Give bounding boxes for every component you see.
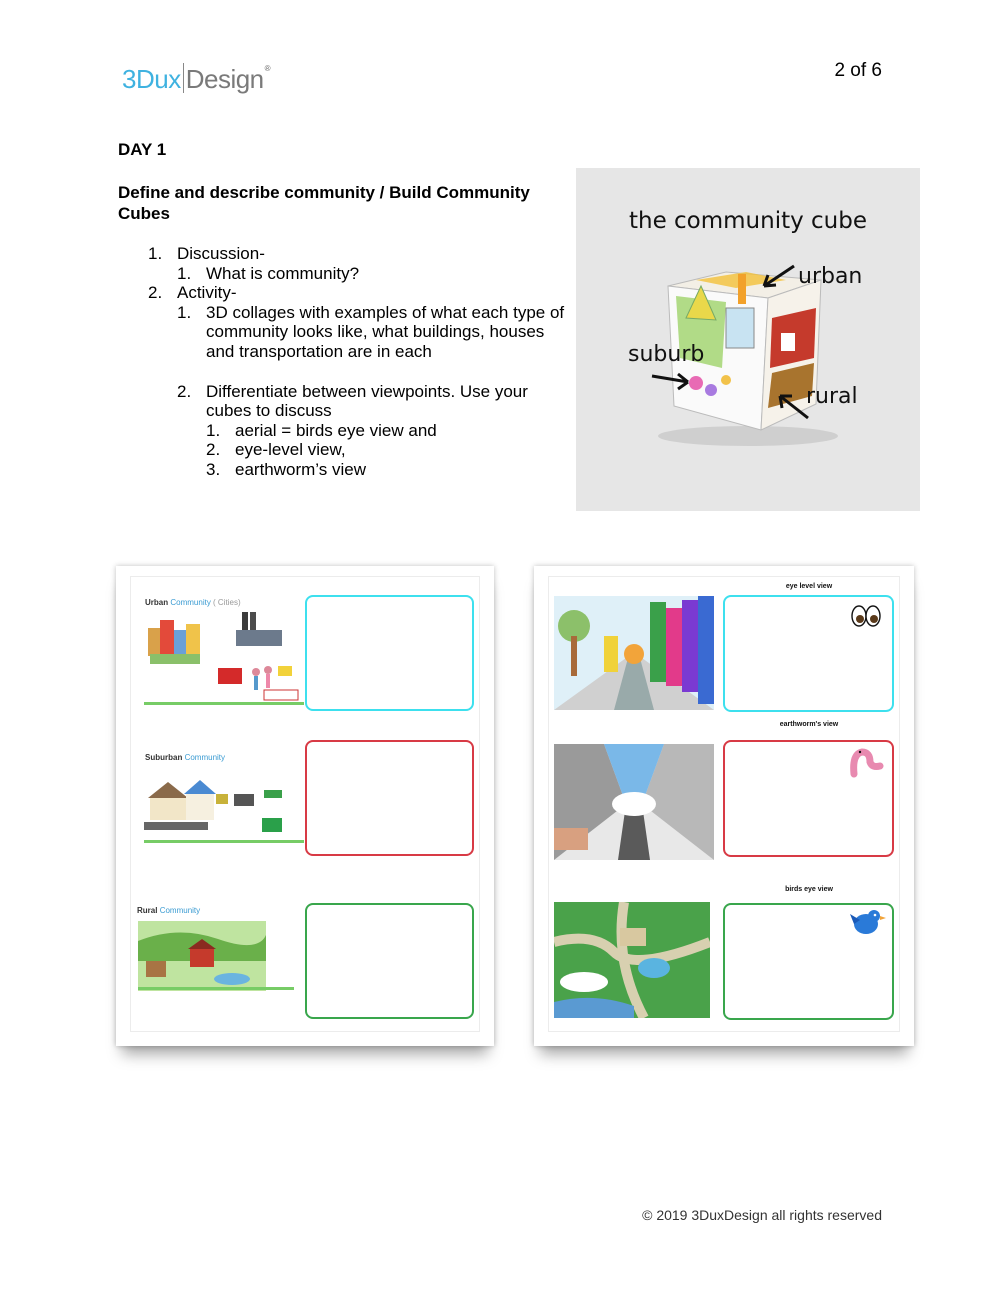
- list-item: 1. 3D collages with examples of what each type of community looks like, what buildings, houses and transportation are in each: [177, 302, 565, 361]
- worksheet-viewpoints: [534, 566, 914, 1046]
- suburban-title: Suburban Community: [145, 753, 226, 762]
- urban-title: Urban Community ( Cities): [145, 598, 241, 607]
- list-item: 2. Activity-: [148, 283, 237, 303]
- logo-part-1: 3Dux: [122, 64, 181, 94]
- rural-title: Rural Community: [137, 906, 201, 915]
- eye-level-drawing: [554, 596, 714, 710]
- suburban-drawing-box[interactable]: [305, 740, 474, 856]
- list-item: 3. earthworm’s view: [206, 459, 367, 479]
- list-item: 2. Differentiate between viewpoints. Use your cubes to discuss: [177, 381, 528, 421]
- logo-registered-mark: ®: [264, 64, 271, 73]
- cube-title: the community cube: [628, 208, 868, 234]
- cube-illustration: [576, 168, 920, 511]
- rural-collage-thumb: [138, 921, 294, 997]
- birds-eye-label: birds eye view: [785, 886, 833, 893]
- earthworm-label: earthworm's view: [779, 721, 839, 728]
- page-number: 2 of 6: [834, 60, 882, 81]
- rural-drawing-box[interactable]: [305, 903, 474, 1019]
- earthworm-icon: [848, 746, 884, 780]
- community-cube-photo: [576, 168, 920, 511]
- list-item: 1. aerial = birds eye view and: [206, 420, 437, 440]
- logo-part-2: Design: [185, 64, 264, 94]
- list-item: 1. Discussion-: [148, 244, 265, 263]
- copyright-footer: © 2019 3DuxDesign all rights reserved: [642, 1207, 882, 1223]
- cube-label-rural: rural: [806, 384, 858, 409]
- lesson-outline: [148, 244, 568, 480]
- earthworm-drawing: [554, 744, 714, 860]
- logo-divider: [183, 63, 184, 93]
- eye-level-label: eye level view: [785, 583, 833, 590]
- urban-drawing-box[interactable]: [305, 595, 474, 711]
- brand-logo: [122, 64, 270, 95]
- list-item: 1. What is community?: [177, 263, 360, 283]
- bluebird-icon: [850, 906, 886, 938]
- urban-collage-thumb: [144, 610, 304, 706]
- worksheet-communities: [116, 566, 494, 1046]
- birds-eye-drawing: [554, 902, 710, 1018]
- lesson-heading: Define and describe community / Build Community Cubes: [118, 183, 530, 223]
- eyes-icon: [851, 604, 881, 628]
- suburban-collage-thumb: [144, 764, 304, 846]
- cube-label-suburb: suburb: [628, 342, 705, 367]
- cube-label-urban: urban: [798, 264, 863, 289]
- day-heading: DAY 1: [118, 140, 167, 159]
- list-item: 2. eye-level view,: [206, 440, 346, 460]
